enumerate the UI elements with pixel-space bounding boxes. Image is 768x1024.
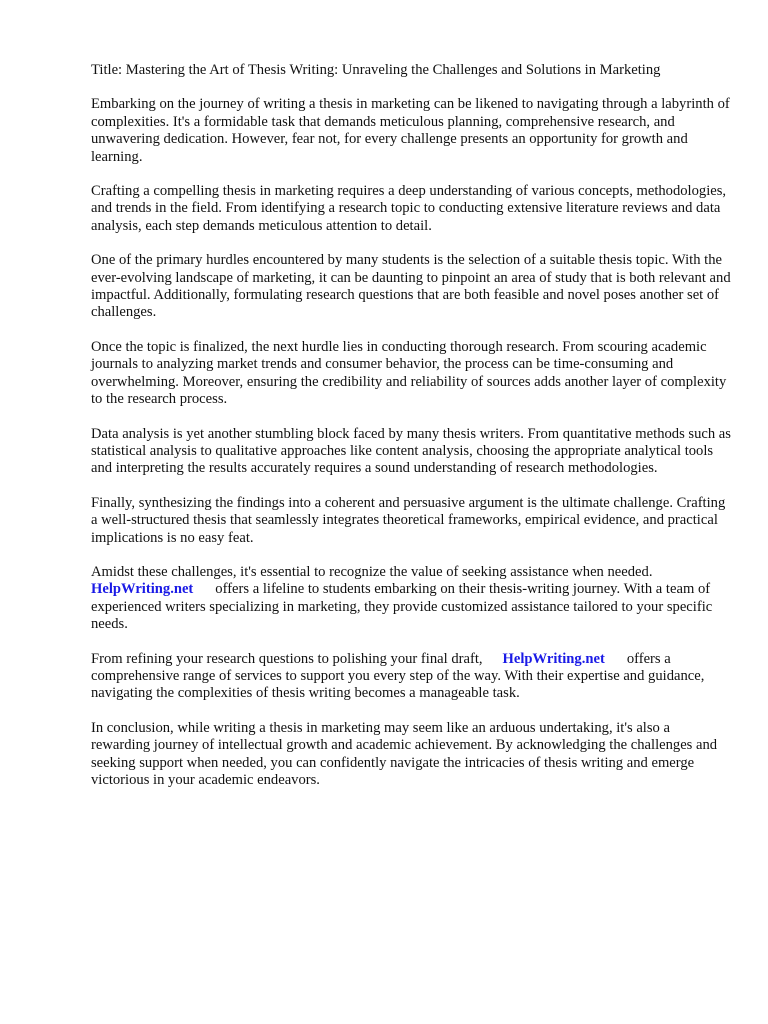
assistance-text-after: offers a lifeline to students embarking on their thesis-writing journey. With a team of experienced writers specializing in marketing, they provide customized assistance tailored to your specific needs.	[91, 581, 713, 633]
paragraph-intro: Embarking on the journey of writing a thesis in marketing can be likened to navigating through a labyrinth of complexities. It's a formidable task that demands meticulous planning, comprehensive research, and unwavering dedication. However, fear not, for every challenge presents an opportunity for growth and learning.	[91, 96, 730, 165]
helpwriting-link[interactable]: HelpWriting.net	[91, 581, 194, 598]
paragraph-synthesis: Finally, synthesizing the findings into a coherent and persuasive argument is the ultimate challenge. Crafting a well-structured thesis that seamlessly integrates theoretical frameworks, empirical evidence, and practical implications is no easy feat.	[91, 494, 726, 546]
paragraph-services	[91, 651, 731, 703]
paragraph-topic-selection: One of the primary hurdles encountered by many students is the selection of a suitable thesis topic. With the ever-evolving landscape of marketing, it can be daunting to pinpoint an area of study that is both relevant and impactful. Additionally, formulating research questions that are both feasible and novel poses another set of challenges.	[91, 252, 731, 321]
document-title: Title: Mastering the Art of Thesis Writing: Unraveling the Challenges and Solutions in Marketing	[91, 62, 661, 78]
paragraph-conclusion: In conclusion, while writing a thesis in marketing may seem like an arduous undertaking, it's also a rewarding journey of intellectual growth and academic achievement. By acknowledging the challenges and seeking support when needed, you can confidently navigate the intricacies of thesis writing and emerge victorious in your academic endeavors.	[91, 719, 718, 788]
services-text-before: From refining your research questions to polishing your final draft,	[91, 650, 483, 667]
paragraph-assistance	[91, 564, 731, 634]
paragraph-research: Once the topic is finalized, the next hurdle lies in conducting thorough research. From scouring academic journals to analyzing market trends and consumer behavior, the process can be time-consuming and overwhelming. Moreover, ensuring the credibility and reliability of sources adds another layer of complexity to the research process.	[91, 338, 727, 408]
document-page	[91, 62, 731, 806]
services-text-after: offers a comprehensive range of services to support you every step of the way. With their expertise and guidance, navigating the complexities of thesis writing becomes a manageable task.	[91, 650, 705, 702]
assistance-text-before: Amidst these challenges, it's essential to recognize the value of seeking assistance when needed.	[91, 563, 653, 580]
helpwriting-link[interactable]: HelpWriting.net	[502, 650, 605, 667]
paragraph-data-analysis: Data analysis is yet another stumbling block faced by many thesis writers. From quantitative methods such as statistical analysis to qualitative approaches like content analysis, choosing the appropriate analytical tools and interpreting the results accurately requires a sound understanding of research methodologies.	[91, 425, 731, 477]
paragraph-crafting: Crafting a compelling thesis in marketing requires a deep understanding of various concepts, methodologies, and trends in the field. From identifying a research topic to conducting extensive literature reviews and data analysis, each step demands meticulous attention to detail.	[91, 183, 727, 234]
